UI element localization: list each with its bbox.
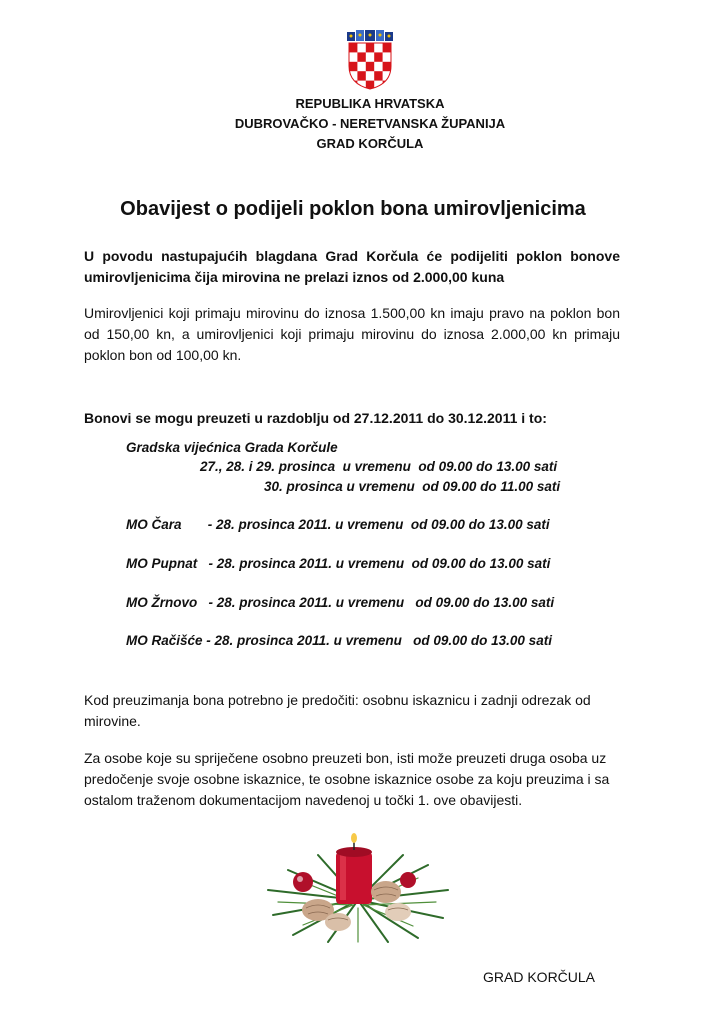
proxy-paragraph: Za osobe koje su spriječene osobno preuzeti bon, isti može preuzeti druga osoba uz predočenje svoje osobne iskaznice, te osobne iskaznice osobe za koju preuzima i sa ostalom traženom dokumentacijom navedenoj u točki 1. ove obavijesti. xyxy=(84,750,610,808)
croatian-coat-of-arms-icon xyxy=(345,30,395,90)
schedule-pupnat: MO Pupnat - 28. prosinca 2011. u vremenu od 09.00 do 13.00 sati xyxy=(126,556,551,571)
signature: GRAD KORČULA xyxy=(483,969,596,985)
schedule-main-line1: 27., 28. i 29. prosinca u vremenu od 09.00 do 13.00 sati xyxy=(200,459,558,474)
documents-paragraph: Kod preuzimanja bona potrebno je predočiti: osobnu iskaznicu i zadnji odrezak od mirovine. xyxy=(84,692,591,729)
schedule-cara: MO Čara - 28. prosinca 2011. u vremenu od 09.00 do 13.00 sati xyxy=(126,517,550,532)
pickup-heading: Bonovi se mogu preuzeti u razdoblju od 27.12.2011 do 30.12.2011 i to: xyxy=(84,410,547,426)
schedule-main-line2: 30. prosinca u vremenu od 09.00 do 11.00 sati xyxy=(264,479,561,494)
schedule-zrnovo: MO Žrnovo - 28. prosinca 2011. u vremenu od 09.00 do 13.00 sati xyxy=(126,595,555,610)
page-title: Obavijest o podijeli poklon bona umirovljenicima xyxy=(120,198,586,220)
schedule-racisce: MO Račišće - 28. prosinca 2011. u vremenu od 09.00 do 13.00 sati xyxy=(126,633,552,648)
header-city: GRAD KORČULA xyxy=(316,136,424,151)
christmas-candle-wreath-icon xyxy=(258,830,458,945)
header-county: DUBROVAČKO - NERETVANSKA ŽUPANIJA xyxy=(234,116,506,131)
schedule-location-main: Gradska vijećnica Grada Korčule xyxy=(126,440,338,455)
amounts-paragraph: Umirovljenici koji primaju mirovinu do iznosa 1.500,00 kn imaju pravo na poklon bon od 150,00 kn, a umirovljenici koji primaju mirovinu do iznosa 2.000,00 kn primaju poklon bon od 100,00 kn. xyxy=(84,305,620,363)
intro-paragraph: U povodu nastupajućih blagdana Grad Korčula će podijeliti poklon bonove umirovljenicima čija mirovina ne prelazi iznos od 2.000,00 kuna xyxy=(84,248,620,285)
header-republic: REPUBLIKA HRVATSKA xyxy=(295,96,445,111)
